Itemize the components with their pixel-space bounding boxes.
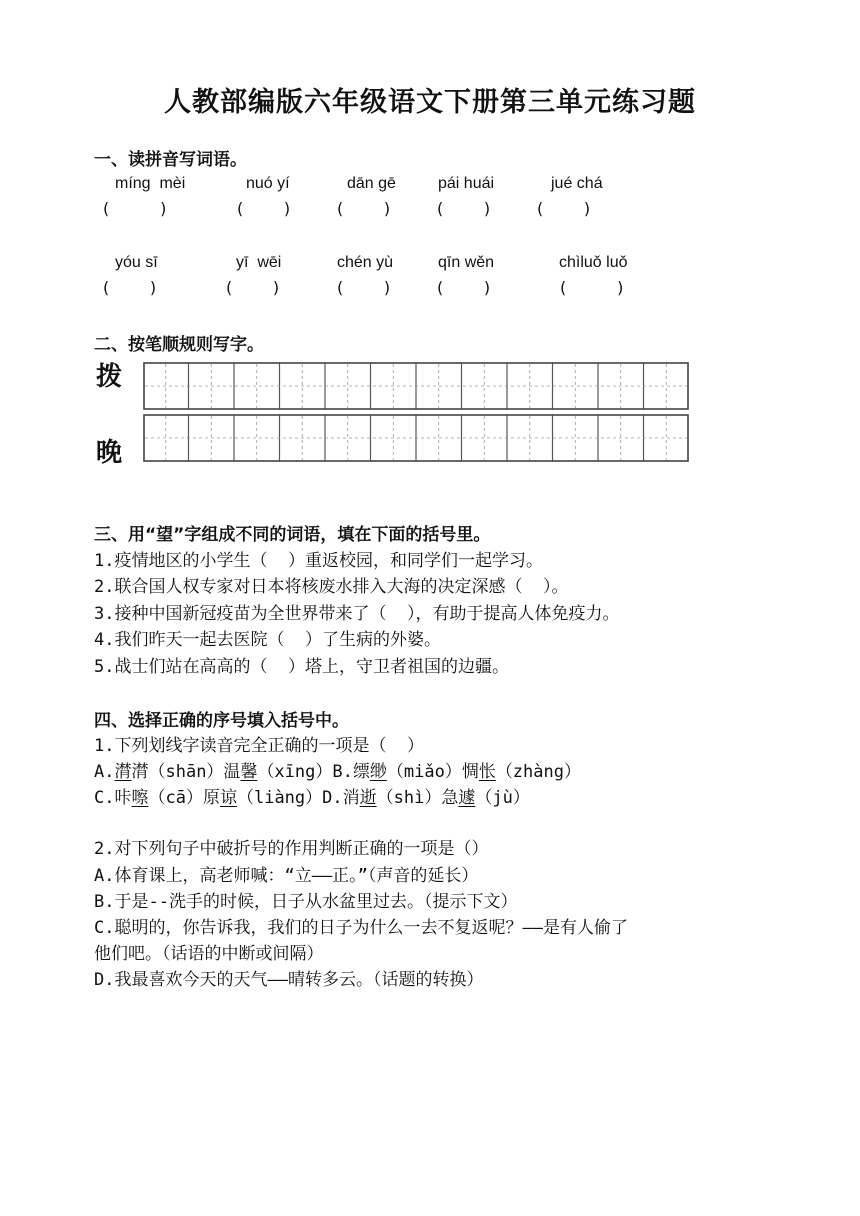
writing-grid-2[interactable] xyxy=(143,414,689,462)
question-2-option-a: A.体育课上，高老师喊：“立——正。”（声音的延长） xyxy=(94,866,479,886)
question-2-option-b: B.于是--洗手的时候，日子从水盆里过去。（提示下文） xyxy=(94,892,518,912)
answer-blank[interactable]: ( ) xyxy=(103,199,167,218)
section1-heading: 一、读拼音写词语。 xyxy=(94,150,247,170)
fill-line-5: 5.战士们站在高高的（ ）塔上，守卫者祖国的边疆。 xyxy=(94,657,509,677)
practice-char-1: 拨 xyxy=(96,362,123,392)
question-2-option-d: D.我最喜欢今天的天气——晴转多云。（话题的转换） xyxy=(94,970,484,990)
fill-line-3: 3.接种中国新冠疫苗为全世界带来了（ ），有助于提高人体免疫力。 xyxy=(94,604,620,624)
pinyin-4: pái huái xyxy=(438,175,495,192)
section3-heading: 三、用“望”字组成不同的词语，填在下面的括号里。 xyxy=(94,525,491,545)
answer-blank[interactable]: ( ) xyxy=(560,278,624,297)
section2-heading: 二、按笔顺规则写字。 xyxy=(94,335,264,355)
question-2-option-c-cont: 他们吧。（话语的中断或间隔） xyxy=(94,944,324,964)
question-2-option-c: C.聪明的，你告诉我，我们的日子为什么一去不复返呢？——是有人偷了 xyxy=(94,918,628,938)
pinyin-7: yī wēi xyxy=(236,254,282,271)
pinyin-9: qīn wěn xyxy=(438,254,495,271)
pinyin-2: nuó yí xyxy=(246,175,290,192)
pinyin-8: chén yù xyxy=(337,254,394,271)
answer-blank[interactable]: ( ) xyxy=(237,199,291,218)
question-1-options-ab: A.潸潸（shān）温馨（xīng）B.缥缈（miǎo）惆怅（zhàng） xyxy=(94,762,581,782)
section4-heading: 四、选择正确的序号填入括号中。 xyxy=(94,711,349,731)
pinyin-3: dān gē xyxy=(347,175,396,192)
fill-line-1: 1.疫情地区的小学生（ ）重返校园，和同学们一起学习。 xyxy=(94,551,543,571)
answer-blank[interactable]: ( ) xyxy=(437,278,491,297)
writing-grid-1[interactable] xyxy=(143,362,689,410)
question-1-stem: 1.下列划线字读音完全正确的一项是（ ） xyxy=(94,736,424,756)
answer-blank[interactable]: ( ) xyxy=(103,278,157,297)
pinyin-10: chìluǒ luǒ xyxy=(559,254,628,271)
pinyin-5: jué chá xyxy=(551,175,603,192)
answer-blank[interactable]: ( ) xyxy=(337,278,391,297)
answer-blank[interactable]: ( ) xyxy=(226,278,280,297)
question-1-options-cd: C.咔嚓（cā）原谅（liàng）D.消逝（shì）急遽（jù） xyxy=(94,788,530,808)
pinyin-6: yóu sī xyxy=(115,254,158,271)
question-2-stem: 2.对下列句子中破折号的作用判断正确的一项是（） xyxy=(94,839,489,859)
fill-line-2: 2.联合国人权专家对日本将核废水排入大海的决定深感（ ）。 xyxy=(94,577,569,597)
practice-char-2: 晚 xyxy=(96,438,123,468)
answer-blank[interactable]: ( ) xyxy=(537,199,591,218)
answer-blank[interactable]: ( ) xyxy=(437,199,491,218)
page-title: 人教部编版六年级语文下册第三单元练习题 xyxy=(164,87,696,118)
answer-blank[interactable]: ( ) xyxy=(337,199,391,218)
fill-line-4: 4.我们昨天一起去医院（ ）了生病的外婆。 xyxy=(94,630,441,650)
pinyin-1: míng mèi xyxy=(115,175,186,192)
